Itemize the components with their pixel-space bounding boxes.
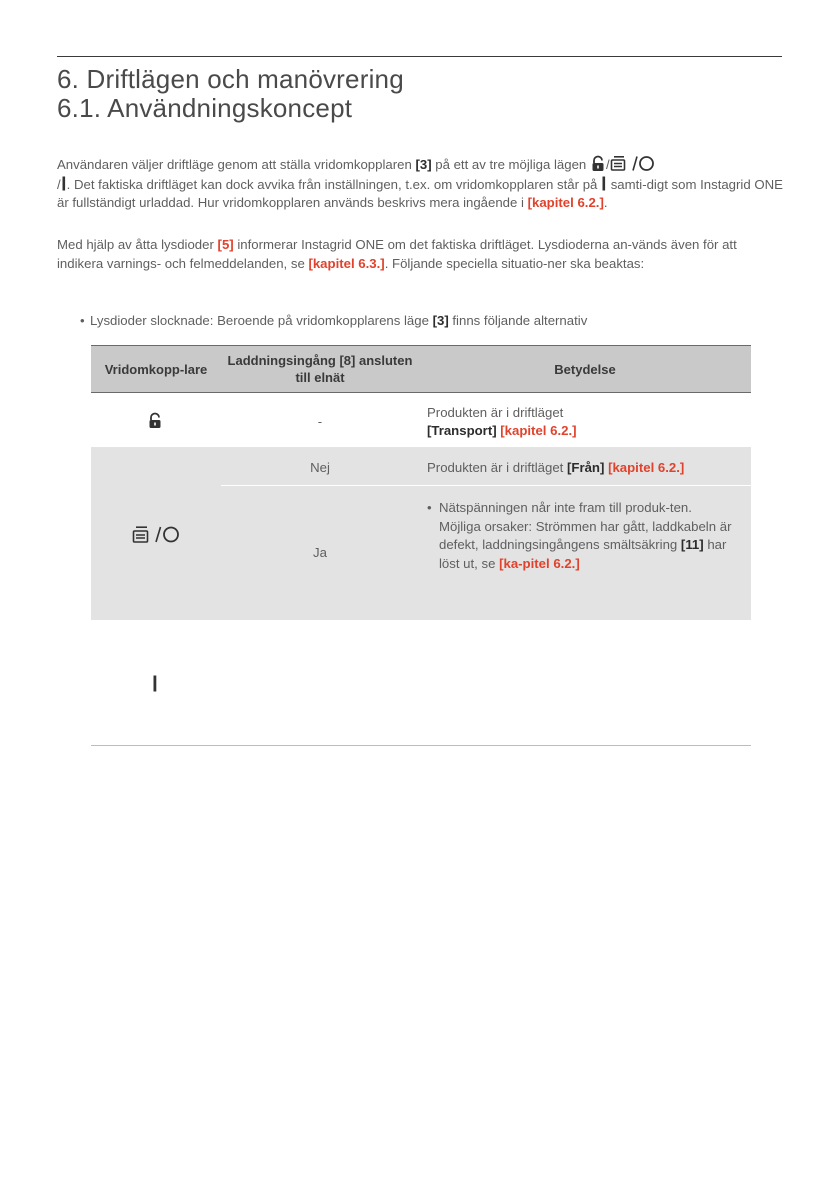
ref-3: [3] <box>432 313 449 328</box>
para1-sep-1: / <box>605 157 610 172</box>
row1-input-cell: - <box>317 414 323 429</box>
bullet-leds-off <box>80 313 587 328</box>
ref-5-link[interactable]: [5] <box>217 237 234 252</box>
row2a-desc-text: Produkten är i driftläget <box>427 460 568 475</box>
table-bottom-rule <box>91 745 751 746</box>
row3-switch-cell <box>152 674 158 698</box>
mode-off: [Från] <box>567 460 605 475</box>
para1-text-4: samti-digt som Instagrid ONE är fullständigt urladdad. Hur vridomkopplaren används beskrivs mera ingående i <box>57 176 783 210</box>
bullet-text-1: Lysdioder slocknade: Beroende på vridomkopplarens läge <box>90 313 433 328</box>
para1-text-5: . <box>603 195 608 210</box>
charge-off-icon <box>610 155 654 172</box>
para2-text-3: . Följande speciella situatio-ner ska beaktas: <box>384 255 645 271</box>
mode-transport: [Transport] <box>427 423 497 438</box>
row2a-link-chapter-6-2[interactable]: [kapitel 6.2.] <box>608 460 685 475</box>
on-bar-icon <box>152 674 158 693</box>
para1-text-1: Användaren väljer driftläge genom att ställa vridomkopplaren <box>57 157 416 172</box>
ref-11: [11] <box>680 537 704 552</box>
lock-icon <box>590 155 606 172</box>
lock-icon <box>147 412 163 429</box>
charge-off-icon <box>132 525 180 544</box>
bullet-text-2: finns följande alternativ <box>448 313 588 328</box>
para1-text-3: . Det faktiska driftläget kan dock avvika från inställningen, t.ex. om vridomkopplaren står på <box>66 176 602 192</box>
row1-switch-cell <box>147 412 163 434</box>
header-charging-input: Laddningsingång [8] ansluten till elnät <box>227 353 413 385</box>
bullet-dot: • <box>80 313 85 328</box>
row2b-meaning-cell <box>427 499 737 573</box>
row2-sub-divider <box>221 485 751 486</box>
section-heading: 6.1. Användningskoncept <box>57 93 353 123</box>
link-chapter-6-3[interactable]: [kapitel 6.3.] <box>308 255 385 271</box>
para2-text-2: informerar Instagrid ONE om det faktiska driftläget. Lysdioderna an-vänds även för att indikera varnings- och felmeddelanden, se <box>57 237 737 271</box>
row2b-bullet-dot: • <box>427 500 432 515</box>
row2a-input-cell: Nej <box>310 460 330 475</box>
paragraph-leds <box>57 236 783 273</box>
row2b-bullet-text <box>439 499 737 573</box>
para2-text-1: Med hjälp av åtta lysdioder <box>57 237 218 252</box>
ref-3: [3] <box>415 157 432 172</box>
row2a-meaning-cell <box>427 459 751 477</box>
para1-text-2: på ett av tre möjliga lägen <box>431 157 590 172</box>
chapter-heading: 6. Driftlägen och manövrering <box>57 64 404 94</box>
row2b-desc-text-1: Nätspänningen når inte fram till produk-ten. Möjliga orsaker: Strömmen har gått, laddkabeln är defekt, laddningsingångens smältsäkring <box>439 500 732 552</box>
para1-sep-2: / <box>57 176 61 192</box>
paragraph-usage-concept <box>57 155 783 213</box>
row1-meaning-cell <box>427 404 747 440</box>
row2-switch-cell <box>132 525 180 549</box>
header-meaning: Betydelse <box>554 361 616 377</box>
header-rotary-switch: Vridomkopp-lare <box>104 361 208 377</box>
row2b-link-chapter-6-2[interactable]: [ka-pitel 6.2.] <box>499 555 580 571</box>
link-chapter-6-2[interactable]: [kapitel 6.2.] <box>527 195 604 210</box>
row1-link-chapter-6-2[interactable]: [kapitel 6.2.] <box>500 423 577 438</box>
row1-desc-text: Produkten är i driftläget <box>427 405 564 420</box>
table-header <box>91 345 751 393</box>
row2b-input-cell: Ja <box>313 545 327 560</box>
row2b-desc-text-2: har löst ut, se <box>439 537 727 571</box>
top-rule <box>57 56 782 57</box>
